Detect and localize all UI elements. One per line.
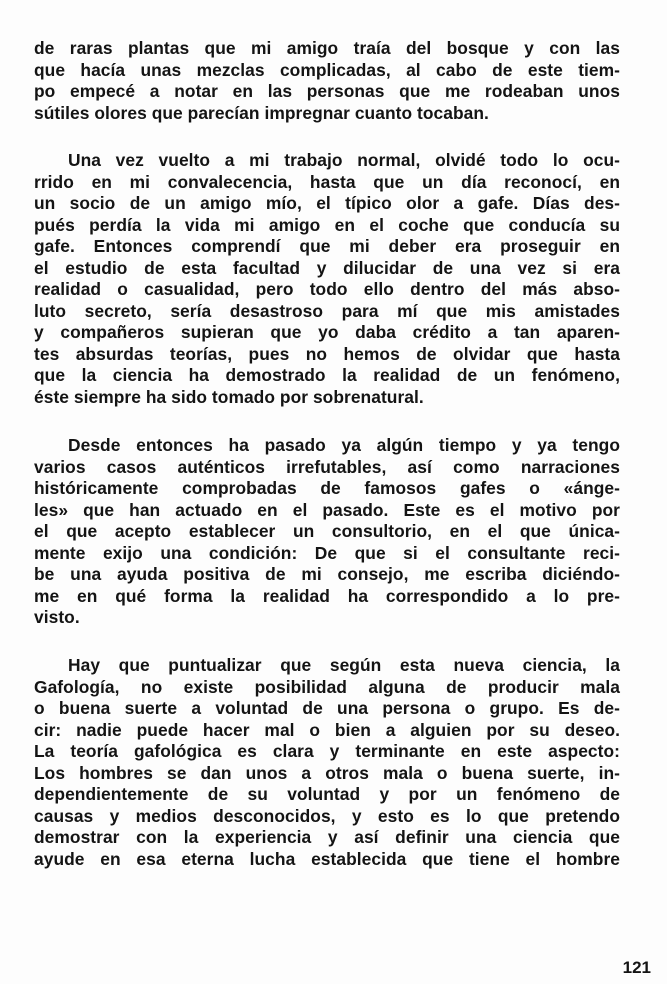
text-line: luto secreto, sería desastroso para mí que mis amistades	[34, 300, 620, 321]
text-line: po empecé a notar en las personas que me rodeaban unos	[34, 81, 620, 102]
paragraph-1	[34, 38, 620, 124]
text-line: be una ayuda positiva de mi consejo, me escriba diciéndo-	[34, 564, 620, 585]
text-line: causas y medios desconocidos, y esto es lo que pretendo	[34, 805, 620, 826]
text-line: tes absurdas teorías, pues no hemos de olvidar que hasta	[34, 343, 620, 364]
text-line: Una vez vuelto a mi trabajo normal, olvidé todo lo ocu-	[68, 150, 620, 170]
text-line: que hacía unas mezclas complicadas, al cabo de este tiem-	[34, 59, 620, 80]
text-line: de raras plantas que mi amigo traía del bosque y con las	[34, 38, 620, 58]
text-line: un socio de un amigo mío, el típico olor a gafe. Días des-	[34, 193, 620, 214]
text-line: cir: nadie puede hacer mal o bien a alguien por su deseo.	[34, 719, 620, 740]
text-line: Los hombres se dan unos a otros mala o buena suerte, in-	[34, 762, 620, 783]
paragraph-2	[34, 150, 620, 409]
text-line: Hay que puntualizar que según esta nueva ciencia, la	[68, 655, 620, 675]
text-line: éste siempre ha sido tomado por sobrenatural.	[34, 387, 424, 408]
text-line: el que acepto establecer un consultorio, en el que única-	[34, 521, 620, 542]
text-line: o buena suerte a voluntad de una persona o grupo. Es de-	[34, 698, 620, 719]
text-line: me en qué forma la realidad ha correspondido a lo pre-	[34, 585, 620, 606]
text-line: les» que han actuado en el pasado. Este es el motivo por	[34, 499, 620, 520]
paragraph-3	[34, 435, 620, 629]
text-line: La teoría gafológica es clara y terminante en este aspecto:	[34, 741, 620, 762]
text-line: gafe. Entonces comprendí que mi deber era proseguir en	[34, 236, 620, 257]
text-line: realidad o casualidad, pero todo ello dentro del más abso-	[34, 279, 620, 300]
text-line: dependientemente de su voluntad y por un fenómeno de	[34, 784, 620, 805]
text-line: Desde entonces ha pasado ya algún tiempo y ya tengo	[68, 435, 620, 455]
paragraph-4	[34, 655, 620, 870]
text-line: que la ciencia ha demostrado la realidad de un fenómeno,	[34, 365, 620, 386]
text-line: el estudio de esta facultad y dilucidar de una vez si era	[34, 257, 620, 278]
page-number: 121	[622, 958, 651, 977]
text-line: mente exijo una condición: De que si el consultante reci-	[34, 542, 620, 563]
text-line: Gafología, no existe posibilidad alguna de producir mala	[34, 676, 620, 697]
text-line: demostrar con la experiencia y así definir una ciencia que	[34, 827, 620, 848]
text-line: visto.	[34, 607, 80, 628]
text-line: ayude en esa eterna lucha establecida que tiene el hombre	[34, 848, 620, 869]
text-line: históricamente comprobadas de famosos gafes o «ánge-	[34, 478, 620, 499]
text-line: varios casos auténticos irrefutables, así como narraciones	[34, 456, 620, 477]
text-line: pués perdía la vida mi amigo en el coche que conducía su	[34, 214, 620, 235]
text-line: y compañeros supieran que yo daba crédito a tan aparen-	[34, 322, 620, 343]
text-line: sútiles olores que parecían impregnar cuanto tocaban.	[34, 102, 489, 123]
text-line: rrido en mi convalecencia, hasta que un día reconocí, en	[34, 171, 620, 192]
